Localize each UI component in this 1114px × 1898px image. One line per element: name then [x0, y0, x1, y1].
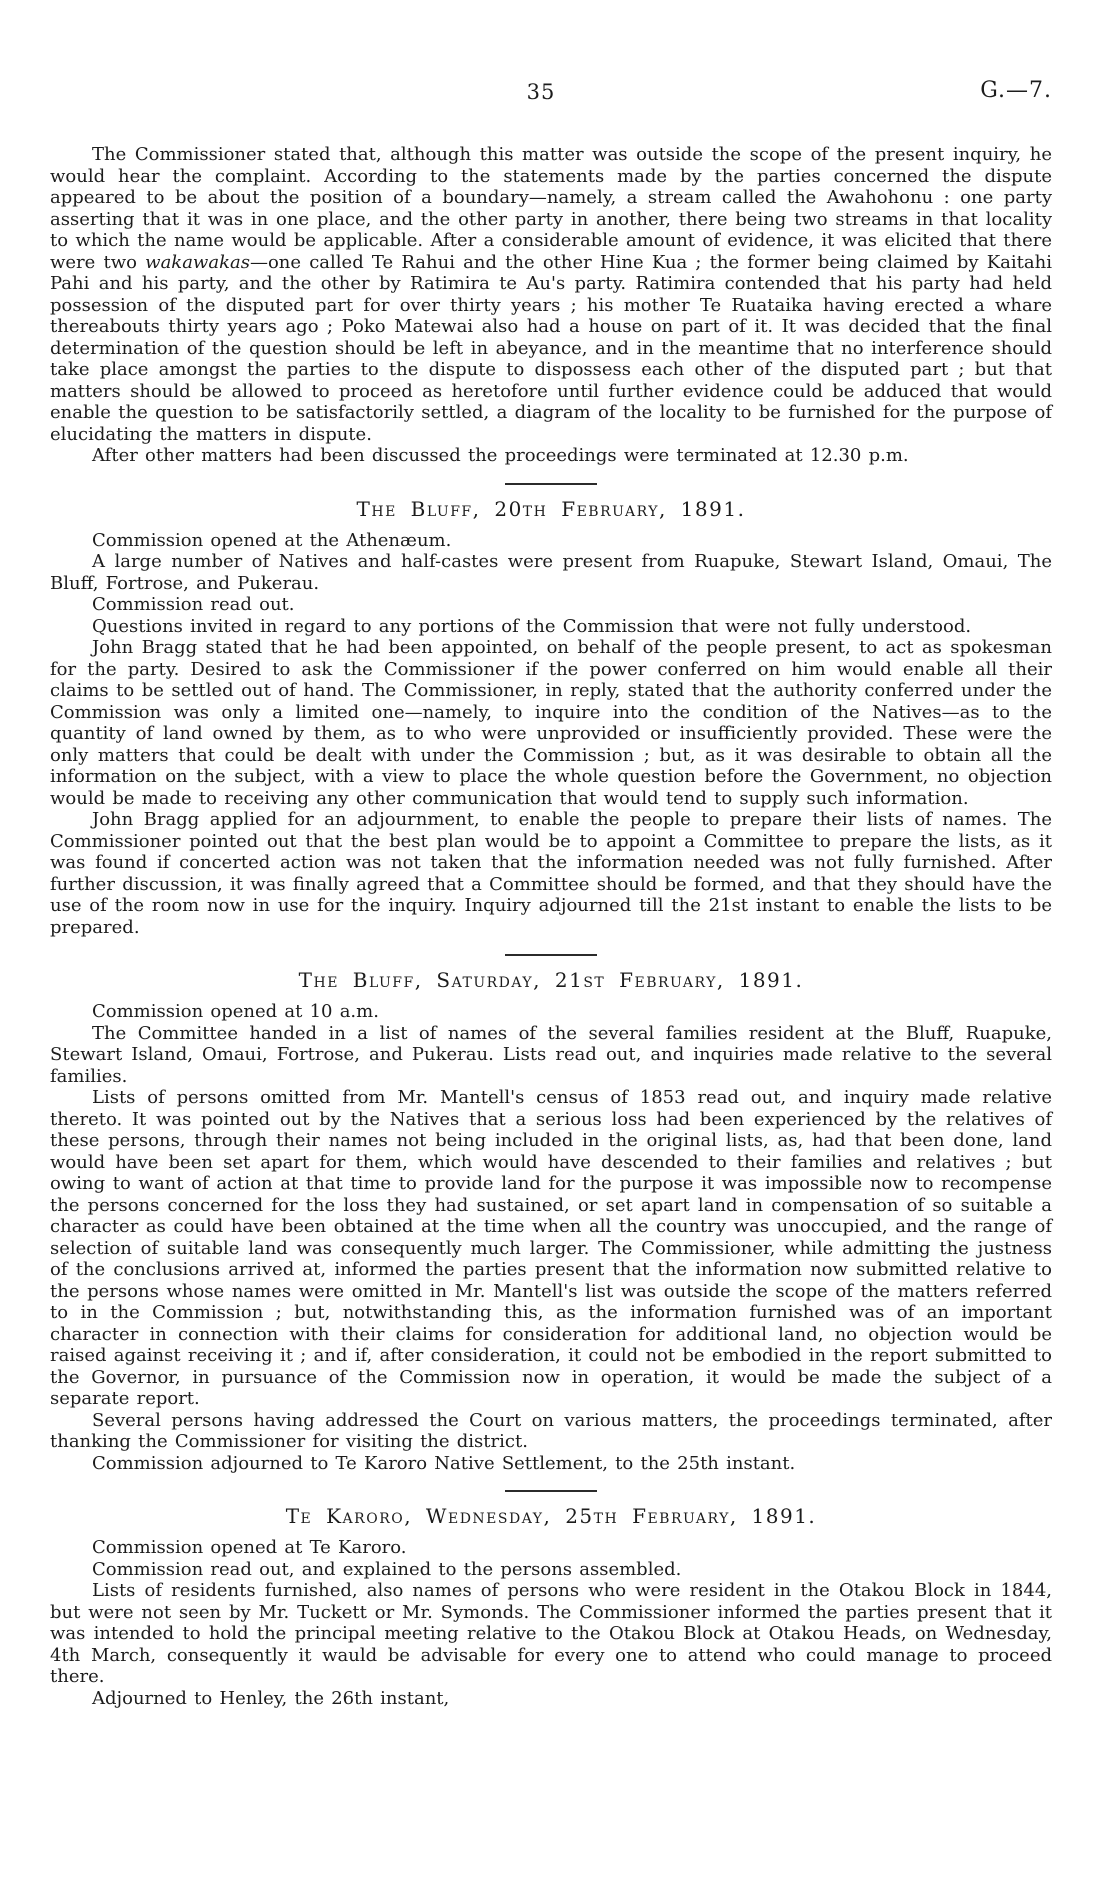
paragraph: John Bragg applied for an adjournment, to enable the people to prepare their lists of names. The Commissioner pointed out that the best plan would be to appoint a Committee to prepare the lists, as it was found if concerted action was not taken that the information needed was not fully furnished. After further discussion, it was finally agreed that a Committee should be formed, and that they should have the use of the room now in use for the inquiry. Inquiry adjourned till the 21st instant to enable the lists to be prepared.: [50, 809, 1052, 938]
paragraph: John Bragg stated that he had been appointed, on behalf of the people present, to act as spokesman for the party. Desired to ask the Commissioner if the power conferred on him would enable all their claims to be settled out of hand. The Commissioner, in reply, stated that the authority conferred under the Commission was only a limited one—namely, to inquire into the condition of the Natives—as to the quantity of land owned by them, as to who were unprovided or insufficiently provided. These were the only matters that could be dealt with under the Commission ; but, as it was desirable to obtain all the information on the subject, with a view to place the whole question before the Government, no objection would be made to receiving any other communication that would tend to supply such information.: [50, 637, 1052, 809]
page-number: 35: [526, 80, 556, 104]
italic-term: wakawakas: [145, 251, 250, 273]
paragraph: Commission opened at Te Karoro.: [92, 1537, 407, 1558]
paragraph: Commission opened at 10 a.m.: [92, 1001, 379, 1022]
paragraph: Commission read out.: [92, 594, 295, 615]
paragraph: Commission adjourned to Te Karoro Native Settlement, to the 25th instant.: [92, 1452, 796, 1474]
section-heading: Te Karoro, Wednesday, 25th February, 1891.: [285, 1504, 817, 1528]
document-reference: G.—7.: [980, 78, 1052, 103]
section-heading: The Bluff, Saturday, 21st February, 1891.: [298, 968, 804, 992]
paragraph: Several persons having addressed the Court on various matters, the proceedings terminated, after thanking the Commissioner for visiting the district.: [50, 1409, 1052, 1452]
paragraph: Lists of persons omitted from Mr. Mantell's census of 1853 read out, and inquiry made relative thereto. It was pointed out by the Natives that a serious loss had been experienced by the relatives of these persons, through their names not being included in the original lists, as, had that been done, land would have been set apart for them, which would have descended to their families and relatives ; but owing to want of action at that time to provide land for the purpose it was impossible now to recompense the persons concerned for the loss they had sustained, or set apart land in compensation of so suitable a character as could have been obtained at the time when all the country was unoccupied, and the range of selection of suitable land was consequently much larger. The Commissioner, while admitting the justness of the conclusions arrived at, informed the parties present that the information now submitted relative to the persons whose names were omitted in Mr. Mantell's list was outside the scope of the matters referred to in the Commission ; but, notwithstanding this, as the information furnished was of an important character in connection with their claims for consideration for additional land, no objection would be raised against receiving it ; and if, after consideration, it could not be embodied in the report submitted to the Governor, in pursuance of the Commission now in operation, it would be made the subject of a separate report.: [50, 1087, 1052, 1409]
section-heading: The Bluff, 20th February, 1891.: [356, 496, 746, 521]
section-divider: [505, 483, 597, 485]
section-divider: [505, 954, 597, 956]
page-header: [50, 80, 1052, 110]
paragraph: After other matters had been discussed the proceedings were terminated at 12.30 p.m.: [92, 445, 909, 466]
paragraph: Lists of residents furnished, also names of persons who were resident in the Otakou Block in 1844, but were not seen by Mr. Tuckett or Mr. Symonds. The Commissioner informed the parties present that it was intended to hold the principal meeting relative to the Otakou Block at Otakou Heads, on Wednesday, 4th March, consequently it wauld be advisable for every one to attend who could manage to proceed there.: [50, 1580, 1052, 1687]
section-proceedings-intro: [50, 144, 1052, 467]
section-te-karoro-25-feb: [50, 1490, 1052, 1709]
paragraph: [50, 144, 1052, 445]
paragraph: Commission read out, and explained to the persons assembled.: [92, 1558, 682, 1580]
paragraph-text: The Commissioner stated that, although this matter was outside the scope of the present inquiry, he would hear the complaint. According to the statements made by the parties concerned the dispute appeared to be about the position of a boundary—namely, a stream called the Awahohonu : one party asserting that it was in one place, and the other party in another, there being two streams in that locality to which the name would be applicable. After a considerable amount of evidence, it was elicited that there were two: [50, 144, 1052, 273]
paragraph-text: —one called Te Rahui and the other Hine Kua ; the former being claimed by Kaitahi Pahi and his party, and the other by Ratimira te Au's party. Ratimira contended that his party had held possession of the disputed part for over thirty years ; his mother Te Ruataika having erected a whare thereabouts thirty years ago ; Poko Matewai also had a house on part of it. It was decided that the final determination of the question should be left in abeyance, and in the meantime that no interference should take place amongst the parties to the dispute to dispossess each other of the disputed part ; but that matters should be allowed to proceed as heretofore until further evidence could be adduced that would enable the question to be satisfactorily settled, a diagram of the locality to be furnished for the purpose of elucidating the matters in dispute.: [50, 251, 1052, 445]
paragraph: Questions invited in regard to any portions of the Commission that were not fully understood.: [92, 615, 972, 637]
paragraph: The Committee handed in a list of names of the several families resident at the Bluff, Ruapuke, Stewart Island, Omaui, Fortrose, and Pukerau. Lists read out, and inquiries made relative to the several families.: [50, 1022, 1052, 1087]
paragraph: Commission opened at the Athenæum.: [92, 529, 452, 551]
section-bluff-21-feb: [50, 954, 1052, 1474]
section-bluff-20-feb: [50, 483, 1052, 939]
section-divider: [505, 1490, 597, 1492]
paragraph: A large number of Natives and half-castes were present from Ruapuke, Stewart Island, Omaui, The Bluff, Fortrose, and Pukerau.: [50, 551, 1052, 594]
paragraph: Adjourned to Henley, the 26th instant,: [92, 1687, 450, 1709]
